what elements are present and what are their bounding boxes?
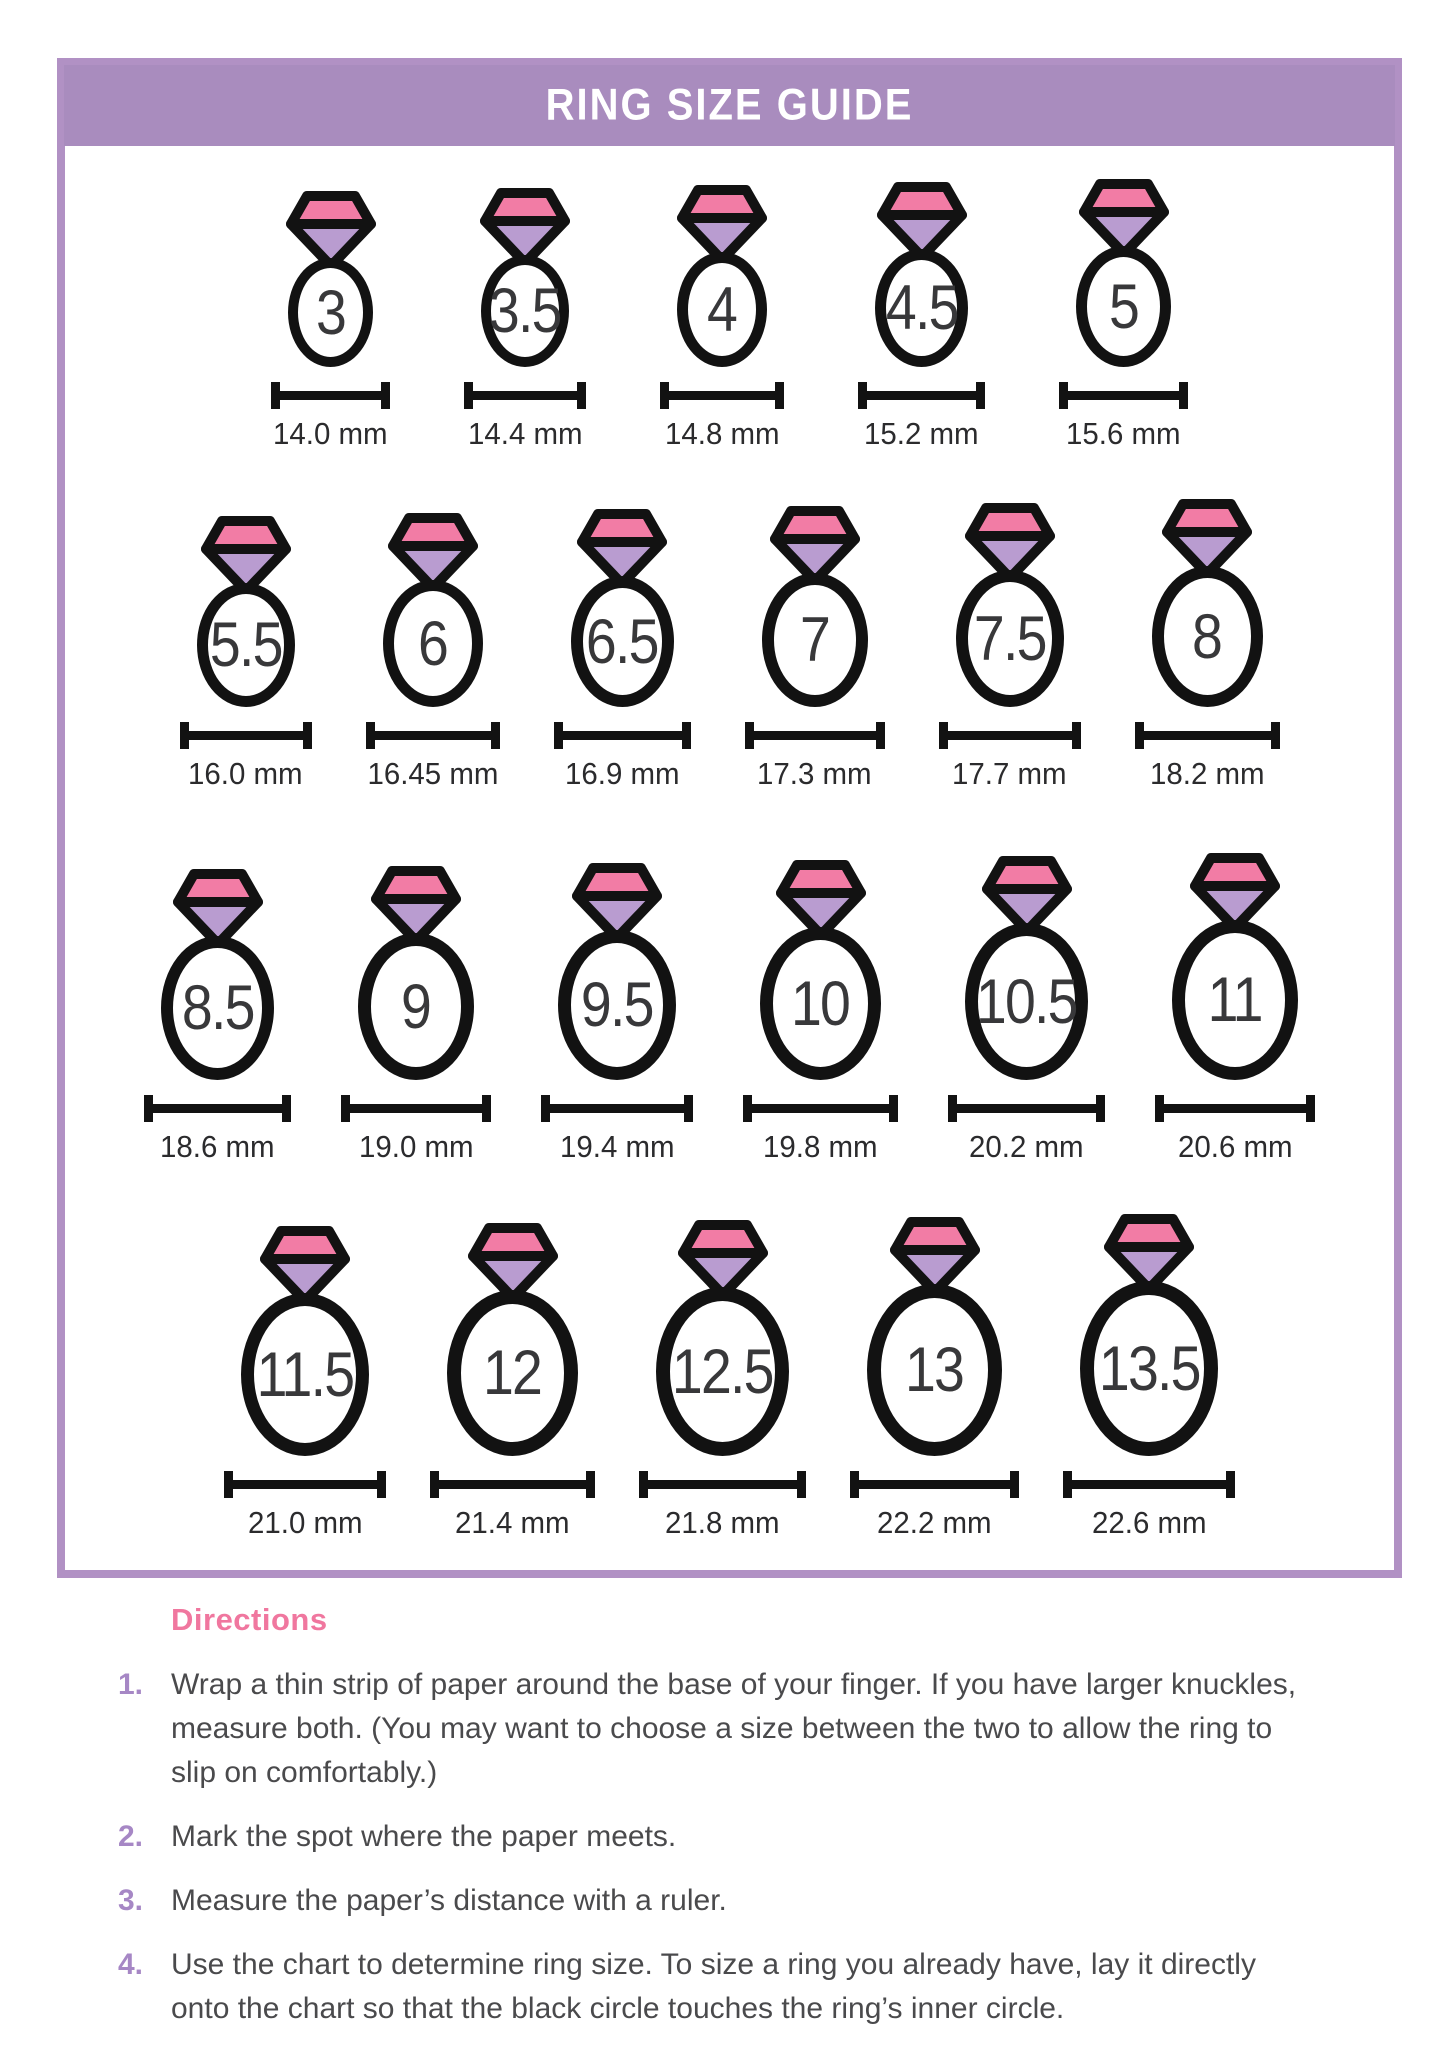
measurement-bar	[341, 1095, 491, 1122]
measurement-bar-line	[344, 1104, 488, 1113]
diameter-label: 21.8 mm	[665, 1505, 780, 1540]
diameter-label: 18.2 mm	[1149, 756, 1265, 791]
ring-size-number: 13.5	[1098, 1333, 1200, 1404]
measurement-bar	[745, 722, 885, 749]
ring-size-item	[745, 505, 885, 792]
measurement-bar	[660, 382, 784, 409]
measurement-bar-line	[183, 731, 309, 740]
ring-size-number: 12	[483, 1338, 542, 1408]
measurement-bar-line	[1138, 731, 1277, 740]
step-text: Measure the paper’s distance with a ruler.	[171, 1884, 727, 1917]
diameter-label: 19.0 mm	[358, 1129, 474, 1164]
step-number: 4.	[118, 1948, 144, 1981]
ring-size-item	[144, 868, 291, 1165]
ring-inner-circle	[288, 258, 373, 367]
ring-row	[65, 178, 1394, 452]
measurement-bar	[1135, 722, 1280, 749]
measurement-bar-line	[1158, 1104, 1312, 1113]
diameter-label: 17.3 mm	[757, 756, 872, 791]
ring-size-number: 3	[315, 277, 346, 348]
measurement-bar-line	[274, 391, 387, 400]
ring-size-number: 11	[1207, 965, 1263, 1035]
ring-size-number: 8	[1192, 601, 1222, 672]
measurement-bar	[858, 382, 985, 409]
ring-size-item	[858, 181, 985, 452]
diameter-label: 17.7 mm	[952, 756, 1067, 791]
step-text: Mark the spot where the paper meets.	[171, 1820, 677, 1853]
direction-step	[118, 1879, 1368, 1923]
ring-size-number: 9	[401, 971, 431, 1042]
measurement-bar-line	[147, 1104, 288, 1113]
diameter-label: 15.2 mm	[864, 416, 979, 451]
ring-inner-circle	[241, 1293, 369, 1456]
ring-size-number: 6	[417, 608, 448, 679]
ring-size-item	[554, 508, 691, 792]
ring-inner-circle	[558, 930, 676, 1080]
measurement-bar-line	[369, 731, 497, 740]
step-text: Use the chart to determine ring size. To size a ring you already have, lay it directly onto the chart so that the black circle touches the ring’s inner circle.	[171, 1948, 1256, 2025]
diameter-label: 21.0 mm	[247, 1505, 363, 1540]
ring-inner-circle	[1172, 920, 1298, 1080]
ring-inner-circle	[956, 570, 1064, 707]
measurement-bar-line	[748, 731, 882, 740]
measurement-bar	[180, 722, 312, 749]
ring-size-item	[1135, 498, 1280, 792]
guide-header-banner	[64, 65, 1395, 146]
measurement-bar	[1155, 1095, 1315, 1122]
measurement-bar-line	[746, 1104, 895, 1113]
ring-size-number: 10.5	[976, 966, 1077, 1037]
measurement-bar-line	[853, 1480, 1016, 1489]
ring-size-item	[366, 512, 500, 792]
diameter-label: 16.45 mm	[367, 756, 498, 791]
ring-row	[65, 498, 1394, 792]
measurement-bar-line	[1062, 391, 1185, 400]
ring-inner-circle	[1080, 1281, 1218, 1456]
ring-size-number: 7	[799, 605, 830, 675]
measurement-bar-line	[1066, 1480, 1232, 1489]
ring-size-number: 9.5	[581, 970, 653, 1040]
ring-inner-circle	[1076, 246, 1171, 367]
step-number: 2.	[118, 1820, 144, 1853]
diameter-label: 20.2 mm	[969, 1129, 1084, 1164]
direction-step	[118, 1663, 1368, 1795]
ring-size-item	[660, 184, 784, 452]
diameter-label: 16.0 mm	[188, 756, 303, 791]
ring-inner-circle	[762, 573, 868, 707]
ring-size-item	[180, 515, 312, 792]
diameter-label: 22.2 mm	[877, 1505, 992, 1540]
page-title: RING SIZE GUIDE	[545, 80, 914, 130]
ring-size-number: 10	[791, 968, 850, 1039]
ring-size-item	[1155, 852, 1315, 1165]
measurement-bar-line	[663, 391, 781, 400]
diameter-label: 15.6 mm	[1066, 416, 1181, 451]
ring-inner-circle	[1152, 566, 1263, 707]
measurement-bar	[541, 1095, 693, 1122]
measurement-bar-line	[642, 1480, 803, 1489]
ring-row	[65, 852, 1394, 1165]
ring-size-number: 8.5	[181, 973, 254, 1043]
ring-inner-circle	[358, 933, 474, 1080]
directions-list	[118, 1663, 1368, 2031]
ring-size-number: 3.5	[489, 276, 561, 346]
measurement-bar	[1059, 382, 1188, 409]
ring-size-item	[271, 190, 390, 452]
ring-row	[65, 1213, 1394, 1541]
ring-inner-circle	[481, 255, 569, 367]
ring-size-number: 5.5	[209, 610, 282, 680]
ring-inner-circle	[197, 583, 295, 707]
measurement-bar	[939, 722, 1081, 749]
measurement-bar	[850, 1471, 1019, 1498]
ring-chart	[65, 178, 1394, 1541]
measurement-bar	[430, 1471, 595, 1498]
ring-size-item	[464, 187, 586, 452]
ring-size-number: 4	[707, 274, 737, 345]
measurement-bar-line	[433, 1480, 592, 1489]
measurement-bar-line	[861, 391, 982, 400]
ring-inner-circle	[383, 580, 483, 707]
ring-size-number: 7.5	[973, 603, 1046, 674]
ring-inner-circle	[161, 936, 274, 1080]
measurement-bar	[464, 382, 586, 409]
ring-inner-circle	[867, 1284, 1002, 1456]
guide-box	[57, 58, 1402, 1578]
diameter-label: 14.0 mm	[273, 416, 388, 451]
measurement-bar-line	[951, 1104, 1102, 1113]
diameter-label: 21.4 mm	[455, 1505, 570, 1540]
ring-size-number: 13	[905, 1335, 964, 1405]
measurement-bar	[271, 382, 390, 409]
ring-size-number: 4.5	[885, 273, 958, 343]
measurement-bar	[1063, 1471, 1235, 1498]
directions-heading: Directions	[171, 1602, 328, 1637]
ring-inner-circle	[447, 1290, 578, 1456]
diameter-label: 14.8 mm	[664, 416, 780, 451]
measurement-bar-line	[942, 731, 1078, 740]
measurement-bar	[743, 1095, 898, 1122]
measurement-bar	[224, 1471, 386, 1498]
diameter-label: 14.4 mm	[467, 416, 583, 451]
ring-size-item	[1063, 1213, 1235, 1541]
diameter-label: 16.9 mm	[564, 756, 680, 791]
step-number: 1.	[118, 1668, 144, 1701]
ring-size-number: 12.5	[672, 1336, 773, 1407]
measurement-bar-line	[467, 391, 583, 400]
ring-inner-circle	[571, 576, 674, 707]
measurement-bar	[144, 1095, 291, 1122]
diameter-label: 19.8 mm	[763, 1129, 878, 1164]
measurement-bar	[366, 722, 500, 749]
direction-step	[118, 1943, 1368, 2031]
diameter-label: 19.4 mm	[559, 1129, 675, 1164]
diameter-label: 22.6 mm	[1091, 1505, 1207, 1540]
measurement-bar-line	[544, 1104, 690, 1113]
ring-inner-circle	[760, 927, 881, 1080]
ring-size-item	[850, 1216, 1019, 1541]
ring-size-item	[341, 865, 491, 1165]
ring-size-number: 6.5	[586, 606, 658, 677]
ring-size-item	[541, 862, 693, 1165]
ring-size-number: 5	[1108, 271, 1139, 342]
measurement-bar	[554, 722, 691, 749]
directions-section	[118, 1602, 1368, 2031]
measurement-bar-line	[557, 731, 688, 740]
step-text: Wrap a thin strip of paper around the base of your finger. If you have larger knuckles, measure both. (You may want to choose a size between the two to allow the ring to slip on comfortably.)	[171, 1668, 1297, 1789]
measurement-bar-line	[227, 1480, 383, 1489]
ring-size-item	[743, 859, 898, 1165]
ring-inner-circle	[875, 249, 968, 367]
diameter-label: 20.6 mm	[1177, 1129, 1293, 1164]
diameter-label: 18.6 mm	[160, 1129, 275, 1164]
ring-size-item	[948, 855, 1105, 1165]
ring-size-item	[224, 1225, 386, 1541]
ring-size-item	[1059, 178, 1188, 452]
ring-inner-circle	[677, 252, 767, 367]
ring-size-number: 11.5	[256, 1339, 354, 1410]
ring-size-item	[430, 1222, 595, 1541]
ring-size-item	[639, 1219, 806, 1541]
measurement-bar	[948, 1095, 1105, 1122]
measurement-bar	[639, 1471, 806, 1498]
ring-size-item	[939, 502, 1081, 792]
direction-step	[118, 1815, 1368, 1859]
ring-inner-circle	[965, 923, 1088, 1080]
step-number: 3.	[118, 1884, 144, 1917]
ring-inner-circle	[656, 1287, 789, 1456]
